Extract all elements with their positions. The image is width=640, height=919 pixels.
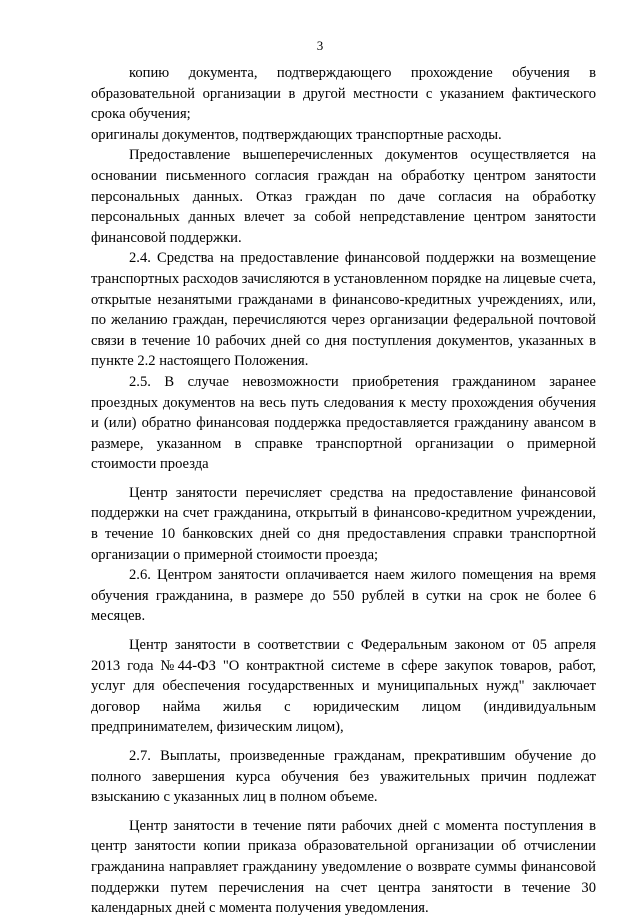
paragraph-2-6: 2.6. Центром занятости оплачивается наем жилого помещения на время обучения гражданина, в размере до 550 рублей в сутки на срок не более 6 месяцев. (91, 567, 596, 625)
paragraph-document-copy: копию документа, подтверждающего прохождение обучения в образовательной организации в другой местности с указанием фактического срока обучения; (91, 65, 596, 123)
paragraph-notification: Центр занятости в течение пяти рабочих дней с момента поступления в центр занятости копии приказа образовательной организации об отчислении гражданина направляет гражданину уведомление о возврате суммы финансовой поддержки путем перечисления на счет центра занятости в течение 30 календарных дней с момента получения уведомления. (91, 817, 596, 917)
page-number: 3 (316, 38, 324, 53)
paragraph-2-4: 2.4. Средства на предоставление финансовой поддержки на возмещение транспортных расходов зачисляются в установленном порядке на лицевые счета, открытые незанятыми гражданами в финансово-кредитных учреждениях, или, по желанию граждан, перечисляются через организации федеральной почтовой связи в течение 10 рабочих дней со дня поступления документов, указанных в пункте 2.2 настоящего Положения. (91, 250, 596, 370)
document-body (91, 63, 596, 919)
paragraph-transfer: Центр занятости перечисляет средства на предоставление финансовой поддержки на счет гражданина, открытый в финансово-кредитном учреждении, в течение 10 банковских дней со дня предоставления справки транспортной организации о примерной стоимости проезда; (91, 484, 596, 563)
paragraph-federal-law: Центр занятости в соответствии с Федеральным законом от 05 апреля 2013 года №44-ФЗ "О контрактной системе в сфере закупок товаров, работ, услуг для обеспечения государственных и муниципальных нужд" заключает договор найма жилья с юридическим лицом (индивидуальным предпринимателем, физическим лицом), (91, 637, 596, 736)
paragraph-transport-originals: оригиналы документов, подтверждающих транспортные расходы. (91, 126, 502, 143)
paragraph-2-5: 2.5. В случае невозможности приобретения гражданином заранее проездных документов на весь путь следования к месту прохождения обучения и (или) обратно финансовая поддержка предоставляется гражданину авансом в размере, указанном в справке транспортной организации о примерной стоимости проезда (91, 373, 596, 473)
paragraph-consent: Предоставление вышеперечисленных документов осуществляется на основании письменного согласия граждан на обработку центром занятости персональных данных. Отказ граждан по даче согласия на обработку персональных данных влечет за собой непредставление центром занятости финансовой поддержки. (91, 147, 596, 246)
paragraph-2-7: 2.7. Выплаты, произведенные гражданам, прекратившим обучение до полного завершения курса обучения без уважительных причин подлежат взысканию с указанных лиц в полном объеме. (91, 748, 596, 806)
